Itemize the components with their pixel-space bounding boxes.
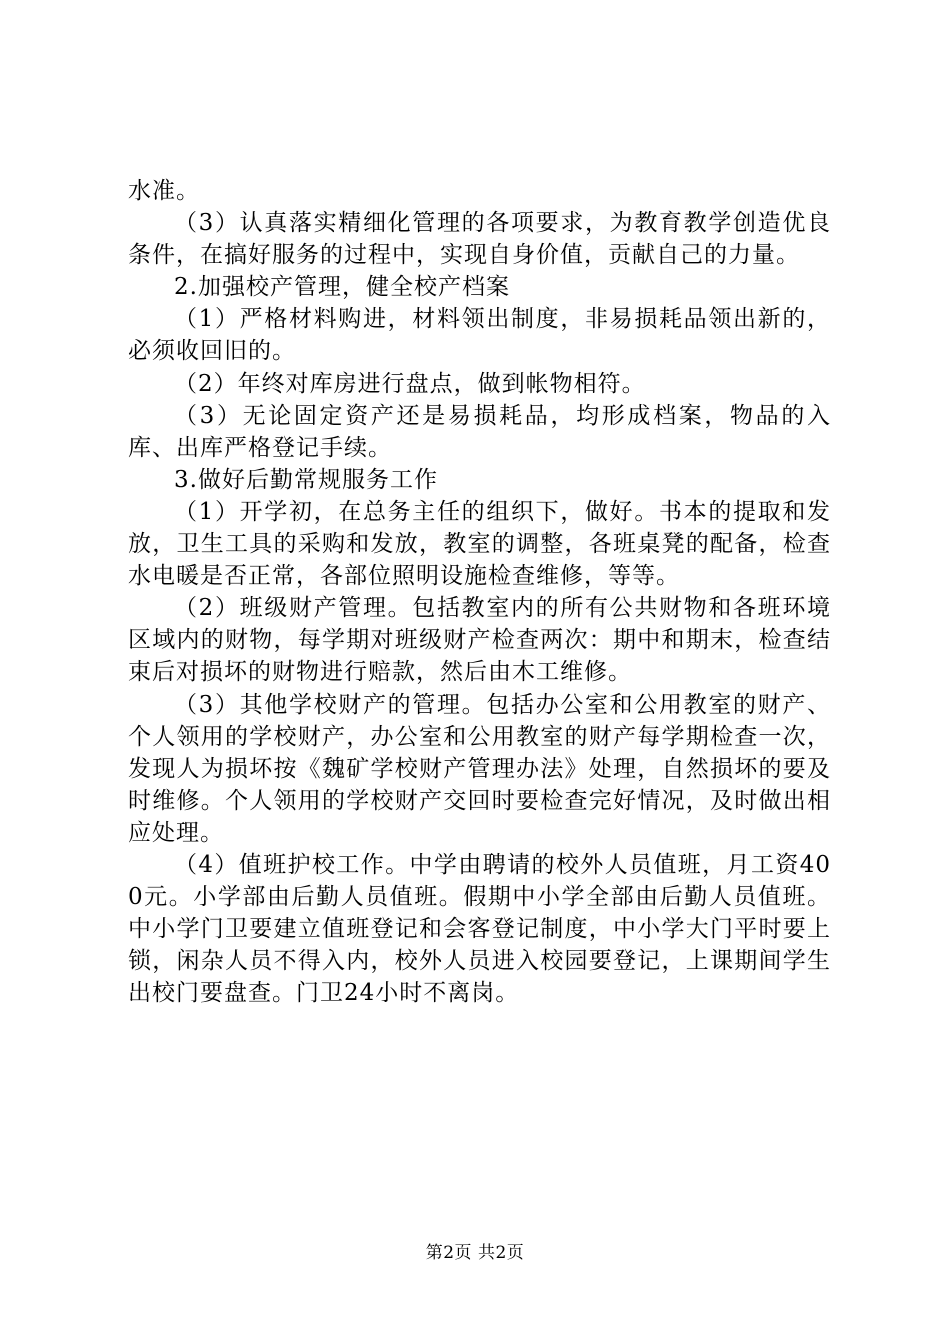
document-body [128,175,831,1009]
paragraph: （1）开学初，在总务主任的组织下，做好。书本的提取和发放，卫生工具的采购和发放，教室的调整，各班桌凳的配备，检查水电暖是否正常，各部位照明设施检查维修，等等。 [128,498,831,590]
section-heading: 3.做好后勤常规服务工作 [174,466,438,493]
paragraph: （1）严格材料购进，材料领出制度，非易损耗品领出新的，必须收回旧的。 [128,306,831,365]
paragraph: （2）年终对库房进行盘点，做到帐物相符。 [174,370,646,397]
paragraph: （3）无论固定资产还是易损耗品，均形成档案，物品的入库、出库严格登记手续。 [128,402,831,461]
paragraph: （4）值班护校工作。中学由聘请的校外人员值班，月工资400元。小学部由后勤人员值班。假期中小学全部由后勤人员值班。中小学门卫要建立值班登记和会客登记制度，中小学大门平时要上锁，闲杂人员不得入内，校外人员进入校园要登记，上课期间学生出校门要盘查。门卫24小时不离岗。 [128,851,831,1007]
paragraph: （3）其他学校财产的管理。包括办公室和公用教室的财产、个人领用的学校财产，办公室和公用教室的财产每学期检查一次，发现人为损坏按《魏矿学校财产管理办法》处理，自然损坏的要及时维修。个人领用的学校财产交回时要检查完好情况，及时做出相应处理。 [128,691,831,846]
paragraph: （3）认真落实精细化管理的各项要求，为教育教学创造优良条件，在搞好服务的过程中，实现自身价值，贡献自己的力量。 [128,210,831,269]
section-heading: 2.加强校产管理，健全校产档案 [174,274,510,301]
paragraph: （2）班级财产管理。包括教室内的所有公共财物和各班环境区域内的财物，每学期对班级财产检查两次：期中和期末，检查结束后对损坏的财物进行赔款，然后由木工维修。 [128,595,831,686]
page-number-footer: 第2页 共2页 [425,1243,525,1263]
paragraph: 水准。 [128,178,200,204]
